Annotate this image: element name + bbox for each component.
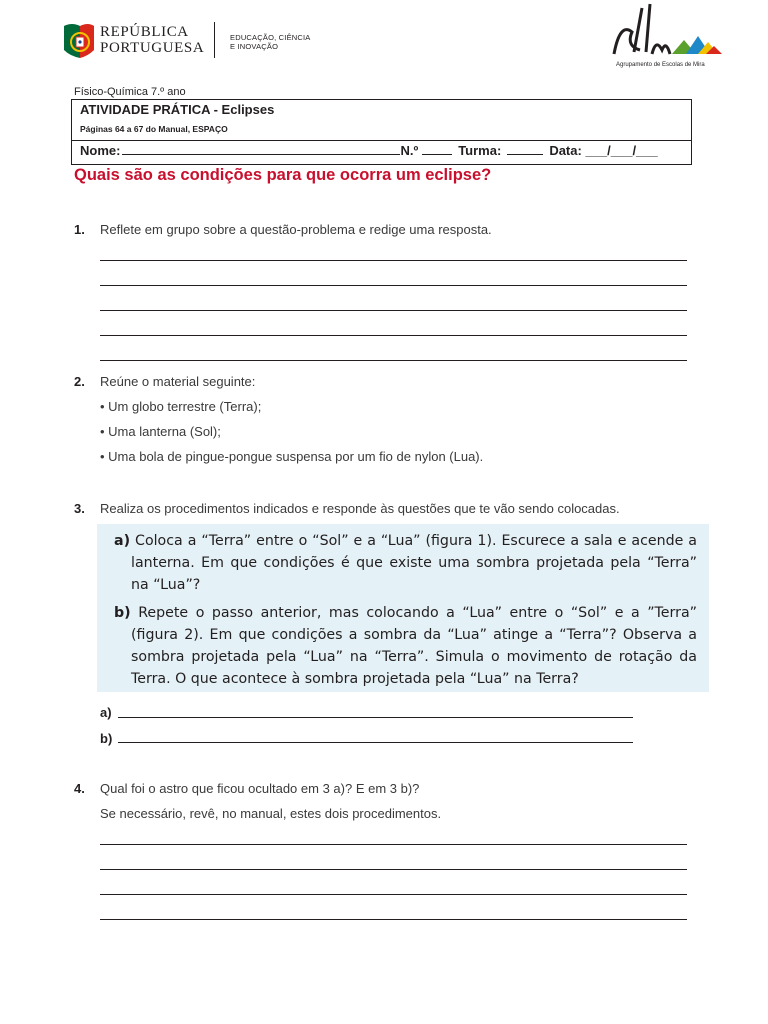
answer-line[interactable] [100,360,687,361]
class-blank[interactable] [507,143,543,155]
answer-a-label: a) [100,705,112,720]
item-4-text2: Se necessário, revê, no manual, estes dois procedimentos. [100,806,442,821]
answer-line[interactable] [100,310,687,311]
item-3-text: Realiza os procedimentos indicados e responde às questões que te vão sendo colocadas. [100,501,620,516]
ministry-name [230,33,311,51]
activity-header-box [71,99,692,165]
procedure-a-label: a) [114,533,131,549]
date-blank[interactable]: ___/___/___ [585,143,658,158]
item-1-text: Reflete em grupo sobre a questão-problema e redige uma resposta. [100,222,492,237]
government-name [100,24,204,56]
ministry-name-line2: E INOVAÇÃO [230,42,279,51]
answer-line[interactable] [100,335,687,336]
activity-title: ATIVIDADE PRÁTICA - Eclipses [80,102,275,117]
procedures-box [97,524,709,692]
item-2-number: 2. [74,374,85,389]
answer-line[interactable] [100,869,687,870]
number-label: N.º [400,143,419,158]
portuguese-emblem-icon [62,22,96,60]
answer-line[interactable] [100,844,687,845]
subject-label: Físico-Química 7.º ano [74,86,186,98]
answer-b-label: b) [100,731,113,746]
material-item: • Uma bola de pingue-pongue suspensa por um fio de nylon (Lua). [100,449,484,464]
material-item: • Um globo terrestre (Terra); [100,399,262,414]
answer-b-line[interactable] [118,742,633,743]
answer-a-line[interactable] [118,717,633,718]
item-4-text: Qual foi o astro que ficou ocultado em 3 a)? E em 3 b)? [100,781,420,796]
name-label: Nome: [80,143,121,158]
item-2-text: Reúne o material seguinte: [100,374,256,389]
school-logo [606,2,726,74]
ministry-name-line1: EDUCAÇÃO, CIÊNCIA [230,33,311,42]
number-blank[interactable] [422,143,452,155]
logo-separator [214,22,215,58]
procedure-b-label: b) [114,605,131,621]
school-name: Agrupamento de Escolas de Mira [616,62,705,68]
material-item: • Uma lanterna (Sol); [100,424,221,439]
answer-line[interactable] [100,285,687,286]
government-name-line1: REPÚBLICA [100,24,189,40]
date-label: Data: [549,143,582,158]
guiding-question: Quais são as condições para que ocorra um eclipse? [74,166,492,184]
answer-line[interactable] [100,894,687,895]
answer-line[interactable] [100,919,687,920]
class-label: Turma: [458,143,502,158]
item-4-number: 4. [74,781,85,796]
school-emblem-icon [606,2,726,62]
procedure-a-text: Coloca a “Terra” entre o “Sol” e a “Lua” (figura 1). Escurece a sala e acende a lanterna. Em que condições é que existe uma sombra projetada pela “Terra” na “Lua”? [131,533,697,593]
procedure-a [114,530,697,596]
item-1-number: 1. [74,222,85,237]
item-3-number: 3. [74,501,85,516]
procedure-b-text: Repete o passo anterior, mas colocando a “Lua” entre o “Sol” e a ”Terra” (figura 2). Em que condições a sombra da “Lua” atinge a “Terra”? Observa a sombra projetada pela “Lua” na “Terra”. Simula o movimento de rotação da Terra. O que acontece à sombra projetada pela “Lua” na Terra? [131,605,697,687]
government-name-line2: PORTUGUESA [100,40,205,56]
government-logo [62,20,312,62]
procedure-b [114,602,697,690]
header-divider [72,140,691,141]
answer-line[interactable] [100,260,687,261]
activity-pages: Páginas 64 a 67 do Manual, ESPAÇO [80,124,228,134]
name-blank[interactable] [122,143,400,155]
student-info-row [80,143,658,158]
